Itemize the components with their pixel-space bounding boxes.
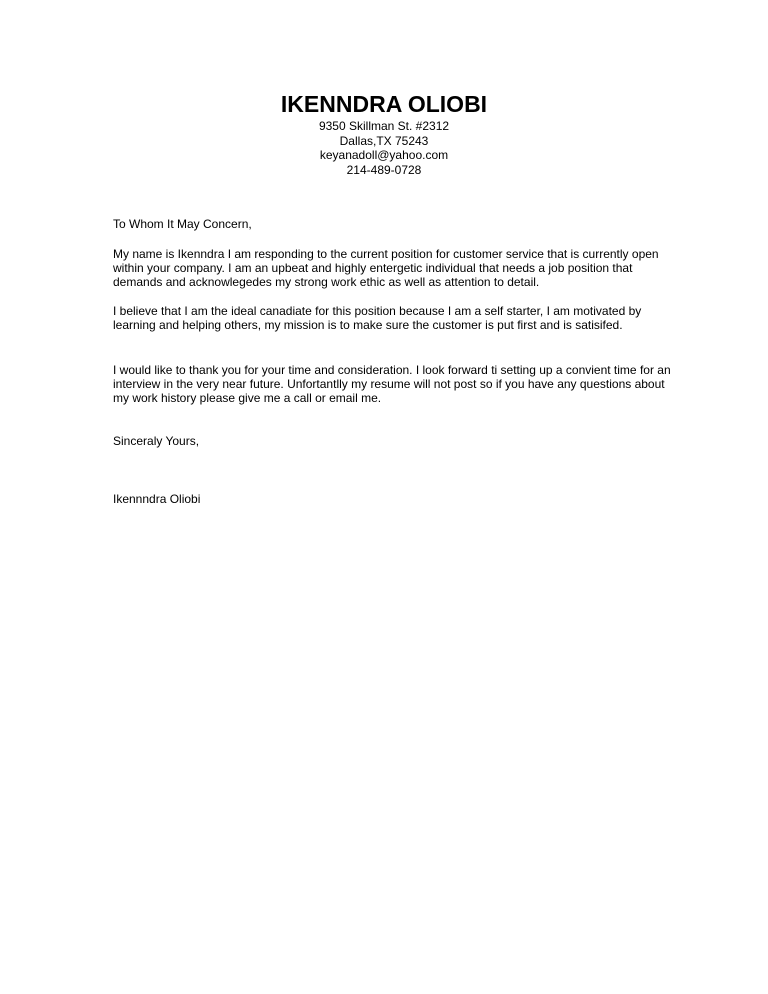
paragraph-text: I believe that I am the ideal canadiate for this position because I am a self starter, I am motivated by learning and helping others, my mission is to make sure the customer is put first and is satisifed. <box>113 304 642 332</box>
signature-text: Ikennndra Oliobi <box>113 492 201 506</box>
email-address: keyanadoll@yahoo.com <box>319 148 449 162</box>
closing <box>113 434 673 448</box>
address-line-2: Dallas,TX 75243 <box>339 133 429 148</box>
closing-text: Sinceraly Yours, <box>113 434 200 448</box>
letter-header <box>0 89 768 177</box>
paragraph-text: I would like to thank you for your time and consideration. I look forward ti setting up a convient time for an interview in the very near future. Unfortantlly my resume will not post so if you have any questions about my work history please give me a call or email me. <box>113 363 671 405</box>
body-paragraph-1 <box>113 247 673 289</box>
address-line-1: 9350 Skillman St. #2312 <box>318 119 450 133</box>
sender-name: IKENNDRA OLIOBI <box>280 91 488 117</box>
salutation <box>113 217 673 231</box>
body-paragraph-3 <box>113 363 673 405</box>
body-paragraph-2 <box>113 304 673 332</box>
signature <box>113 492 673 506</box>
paragraph-text: My name is Ikenndra I am responding to the current position for customer service that is currently open within your company. I am an upbeat and highly entergetic individual that needs a job position that demands and acknowlegedes my strong work ethic as well as attention to detail. <box>113 247 659 289</box>
phone-number: 214-489-0728 <box>346 162 422 177</box>
salutation-text: To Whom It May Concern, <box>113 217 252 231</box>
